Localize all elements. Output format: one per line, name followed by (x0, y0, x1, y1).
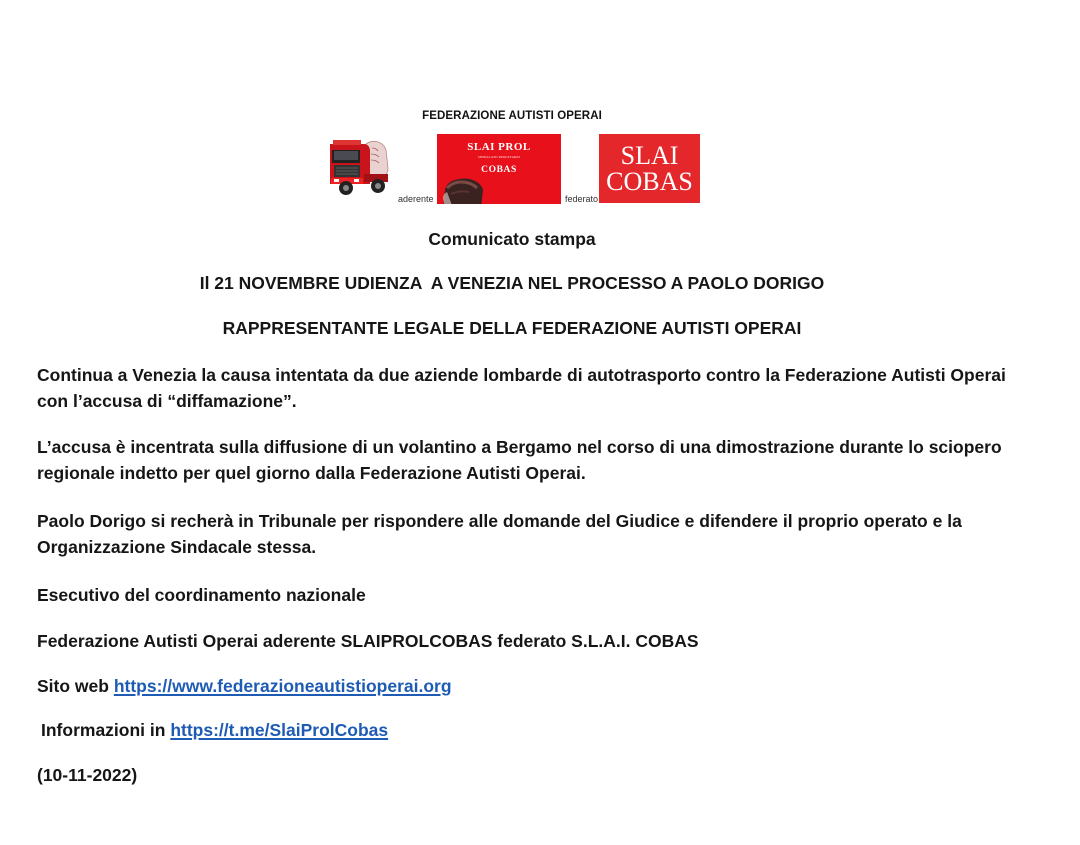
org-title: FEDERAZIONE AUTISTI OPERAI (422, 110, 602, 122)
truck-logo-icon (324, 136, 394, 198)
slai-cobas-logo-line1: SLAI (620, 141, 679, 170)
headline-1: Il 21 NOVEMBRE UDIENZA A VENEZIA NEL PROCESSO A PAOLO DORIGO (199, 273, 825, 293)
signature: Esecutivo del coordinamento nazionale (37, 585, 366, 605)
slai-prol-logo-line2: SINDACATO PROLETARIO (477, 155, 521, 159)
affiliation: Federazione Autisti Operai aderente SLAIPROLCOBAS federato S.L.A.I. COBAS (37, 631, 699, 651)
website-line (37, 676, 452, 697)
release-date: (10-11-2022) (37, 765, 138, 785)
label-aderente: aderente (398, 194, 434, 204)
slai-prol-logo-line1: SLAI PROL (467, 141, 531, 153)
info-line (41, 720, 388, 741)
headline-2: RAPPRESENTANTE LEGALE DELLA FEDERAZIONE AUTISTI OPERAI (222, 318, 802, 338)
slai-prol-cobas-logo (437, 134, 561, 204)
paragraph-2: L’accusa è incentrata sulla diffusione di un volantino a Bergamo nel corso di una dimostrazione durante lo sciopero regionale indetto per quel giorno dalla Federazione Autisti Operai. (37, 437, 1002, 483)
logos-row (320, 130, 720, 208)
info-label: Informazioni in (41, 720, 171, 740)
kicker: Comunicato stampa (428, 229, 596, 249)
fist-icon (441, 174, 487, 204)
slai-cobas-logo-line2: COBAS (606, 167, 693, 196)
website-label: Sito web (37, 676, 114, 696)
paragraph-3: Paolo Dorigo si recherà in Tribunale per rispondere alle domande del Giudice e difendere il proprio operato e la Organizzazione Sindacale stessa. (37, 511, 962, 557)
paragraph-1: Continua a Venezia la causa intentata da due aziende lombarde di autotrasporto contro la Federazione Autisti Operai con l’accusa di “diffamazione”. (37, 365, 1006, 411)
slai-cobas-logo (599, 134, 700, 203)
telegram-link[interactable]: https://t.me/SlaiProlCobas (170, 720, 389, 740)
label-federato: federato (565, 194, 599, 204)
website-link[interactable]: https://www.federazioneautistioperai.org (113, 676, 452, 696)
slai-prol-logo-line3: COBAS (481, 165, 517, 175)
